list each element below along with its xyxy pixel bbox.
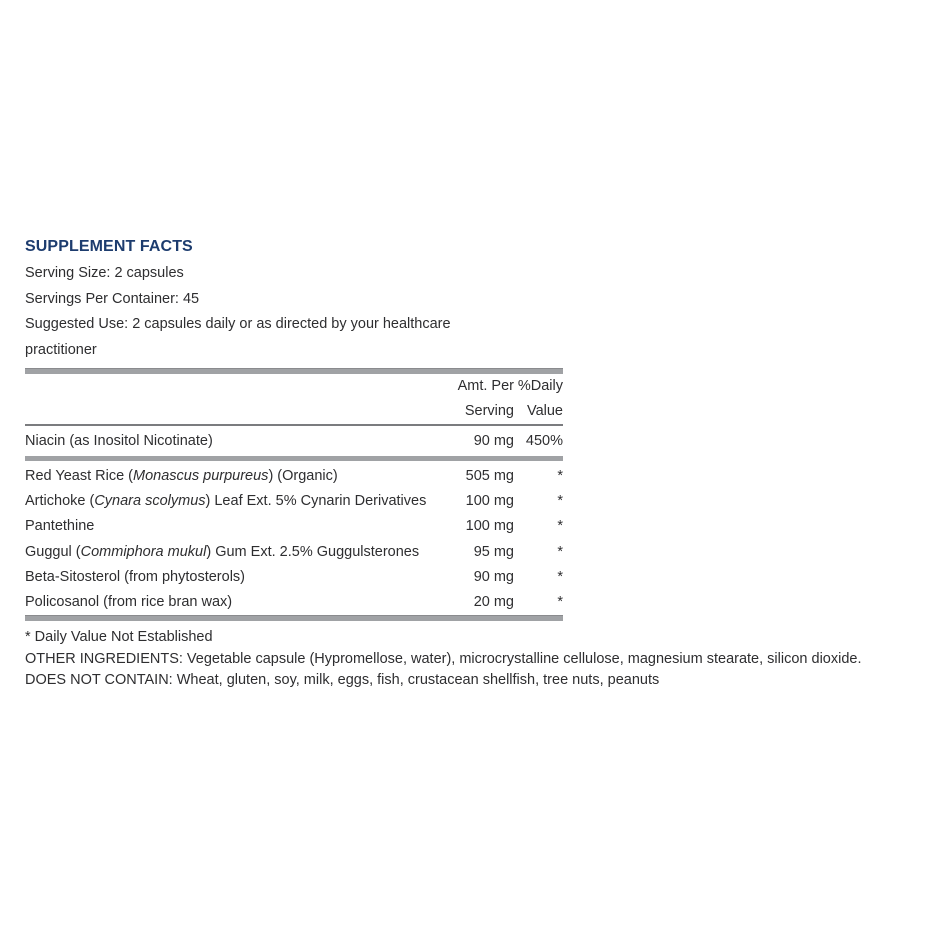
- ingredient-name: Policosanol (from rice bran wax): [25, 594, 233, 611]
- ingredient-amount: 95 mg: [473, 543, 514, 560]
- ingredient-name: Artichoke (Cynara scolymus) Leaf Ext. 5% Cynarin Derivatives: [25, 493, 427, 510]
- table-row: [25, 514, 563, 539]
- ingredient-daily-value: *: [557, 568, 563, 585]
- ingredient-amount: 90 mg: [473, 432, 514, 449]
- column-spacer: [25, 374, 452, 425]
- column-header-amount: [452, 374, 514, 425]
- column-header-dv: [514, 374, 563, 425]
- serving-info: [25, 261, 917, 364]
- supplement-facts-panel: [25, 237, 917, 691]
- ingredient-daily-value: *: [557, 468, 563, 485]
- table-row: [25, 425, 563, 459]
- ingredients-body: [25, 425, 563, 615]
- ingredient-amount: 100 mg: [465, 493, 514, 510]
- ingredient-name: Pantethine: [25, 518, 95, 535]
- table-row: [25, 459, 563, 490]
- serving-size: Serving Size: 2 capsules: [25, 265, 184, 281]
- table-row: [25, 565, 563, 590]
- servings-per-container: Servings Per Container: 45: [25, 290, 200, 307]
- table-row: [25, 540, 563, 565]
- ingredient-daily-value: 450%: [525, 432, 563, 449]
- ingredient-amount: 505 mg: [465, 468, 514, 485]
- ingredient-name: Guggul (Commiphora mukul) Gum Ext. 2.5% Guggulsterones: [25, 543, 420, 560]
- ingredient-daily-value: *: [557, 543, 563, 560]
- table-row: [25, 590, 563, 615]
- ingredient-name: Beta-Sitosterol (from phytosterols): [25, 568, 245, 585]
- ingredient-daily-value: *: [557, 493, 563, 510]
- column-header-amount-line1: Amt. Per: [457, 377, 514, 394]
- ingredient-amount: 100 mg: [465, 518, 514, 535]
- ingredient-daily-value: *: [557, 518, 563, 535]
- ingredient-name: Niacin (as Inositol Nicotinate): [25, 432, 213, 449]
- table-row: [25, 489, 563, 514]
- ingredient-amount: 90 mg: [473, 568, 514, 585]
- other-ingredients: OTHER INGREDIENTS: Vegetable capsule (Hypromellose, water), microcrystalline cellulose, magnesium stearate, silicon dioxide.: [25, 651, 862, 668]
- ingredients-table: [25, 374, 563, 615]
- footnotes: [25, 626, 917, 691]
- ingredient-amount: 20 mg: [473, 594, 514, 611]
- ingredient-daily-value: *: [557, 594, 563, 611]
- ingredient-name: Red Yeast Rice (Monascus purpureus) (Organic): [25, 468, 338, 485]
- column-header-dv-line1: %Daily: [517, 377, 563, 394]
- table-header: [25, 374, 563, 425]
- column-header-dv-line2: Value: [526, 402, 563, 419]
- does-not-contain: DOES NOT CONTAIN: Wheat, gluten, soy, milk, eggs, fish, crustacean shellfish, tree nuts, peanuts: [25, 672, 660, 689]
- panel-title: SUPPLEMENT FACTS: [25, 238, 193, 255]
- column-header-amount-line2: Serving: [464, 402, 514, 419]
- daily-value-note: * Daily Value Not Established: [25, 629, 213, 646]
- suggested-use: Suggested Use: 2 capsules daily or as directed by your healthcare practitioner: [25, 316, 451, 359]
- divider-bar-bottom: [25, 615, 563, 621]
